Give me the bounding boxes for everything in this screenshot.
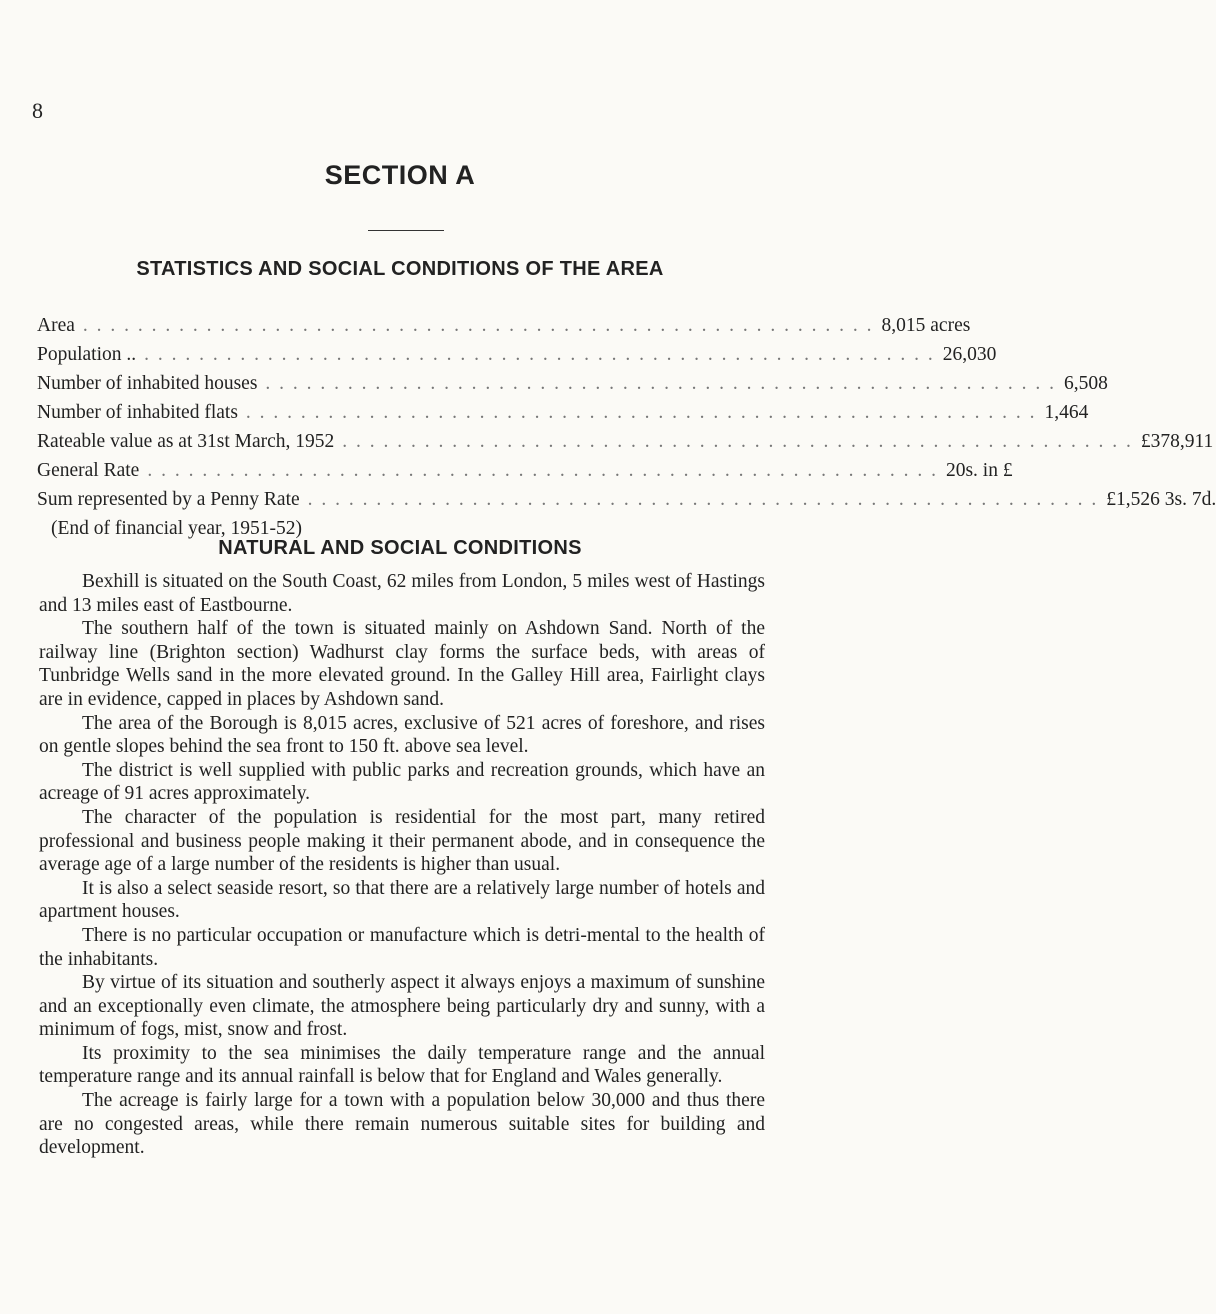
paragraph: The area of the Borough is 8,015 acres, exclusive of 521 acres of foreshore, and rises on gentle slopes behind the sea front to 150 ft. above sea level. <box>39 712 765 758</box>
paragraph: By virtue of its situation and southerly aspect it always enjoys a maximum of sunshine and an exceptionally even climate, the atmosphere being particularly dry and sunny, with a minimum of fogs, mist, snow and frost. <box>39 972 765 1041</box>
paragraph: The acreage is fairly large for a town with a population below 30,000 and thus there are no congested areas, while there remain numerous suitable sites for building and development. <box>39 1090 765 1159</box>
dot-leader: . . . . . . . . . . . . . . . . . . . . . . . . . . . . . . . . . . . . . . . . . . . . . . . . . . . . . . . . . . <box>307 489 1099 510</box>
page-number: 8 <box>32 98 43 123</box>
natural-conditions-body <box>39 570 765 1160</box>
dot-leader: . . . . . . . . . . . . . . . . . . . . . . . . . . . . . . . . . . . . . . . . . . . . . . . . . . . . . . . . . . <box>265 373 1057 394</box>
paragraph: The district is well supplied with public parks and recreation grounds, which have an acreage of 91 acres approximately. <box>39 759 765 805</box>
stat-value: £378,911 <box>1140 431 1214 452</box>
paragraph: The character of the population is residential for the most part, many retired professional and business people making it their permanent abode, and in consequence the average age of a large number of the residents is higher than usual. <box>39 806 765 876</box>
stat-row-area <box>37 315 971 344</box>
stat-label: Rateable value as at 31st March, 1952 <box>37 431 335 452</box>
dot-leader: . . . . . . . . . . . . . . . . . . . . . . . . . . . . . . . . . . . . . . . . . . . . . . . . . . . . . . . . . . <box>82 315 874 336</box>
section-title: SECTION A <box>324 160 476 190</box>
paragraph: Bexhill is situated on the South Coast, 62 miles from London, 5 miles west of Hastings and 13 miles east of Eastbourne. <box>39 571 765 616</box>
natural-conditions-heading: NATURAL AND SOCIAL CONDITIONS <box>218 537 582 559</box>
paragraph: It is also a select seaside resort, so that there are a relatively large number of hotels and apartment houses. <box>39 877 765 923</box>
stat-row-houses <box>37 373 1108 402</box>
stat-value: 20s. in £ <box>945 460 1013 481</box>
stat-value: 1,464 <box>1044 402 1089 423</box>
dot-leader: . . . . . . . . . . . . . . . . . . . . . . . . . . . . . . . . . . . . . . . . . . . . . . . . . . . . . . . . . . <box>147 460 938 481</box>
stats-heading: STATISTICS AND SOCIAL CONDITIONS OF THE AREA <box>136 258 664 280</box>
stat-label: Population .. <box>37 344 137 365</box>
paragraph: Its proximity to the sea minimises the daily temperature range and the annual temperature range and its annual rainfall is below that for England and Wales generally. <box>39 1042 765 1088</box>
stat-row-rateable-value <box>37 431 1214 460</box>
stats-note: (End of financial year, 1951-52) <box>51 518 302 539</box>
stat-value: 8,015 acres <box>881 315 971 336</box>
paragraph: There is no particular occupation or manufacture which is detri-mental to the health of the inhabitants. <box>39 924 765 970</box>
dot-leader: . . . . . . . . . . . . . . . . . . . . . . . . . . . . . . . . . . . . . . . . . . . . . . . . . . . . . . . . . . <box>144 344 935 365</box>
stat-value: 6,508 <box>1064 373 1108 394</box>
stat-row-penny-rate <box>37 489 1216 518</box>
stat-row-general-rate <box>37 460 1013 489</box>
stat-label: Sum represented by a Penny Rate <box>37 489 300 510</box>
stat-row-flats <box>37 402 1089 431</box>
stat-label: Number of inhabited houses <box>37 373 258 394</box>
stat-value: £1,526 3s. 7d. <box>1106 489 1216 510</box>
stats-table <box>37 315 1216 547</box>
stat-label: General Rate <box>37 460 140 481</box>
title-divider <box>368 230 444 231</box>
stat-value: 26,030 <box>942 344 997 365</box>
stat-label: Number of inhabited flats <box>37 402 238 423</box>
stat-label: Area <box>37 315 75 336</box>
stat-row-population <box>37 344 997 373</box>
dot-leader: . . . . . . . . . . . . . . . . . . . . . . . . . . . . . . . . . . . . . . . . . . . . . . . . . . . . . . . . . . <box>245 402 1037 423</box>
paragraph: The southern half of the town is situated mainly on Ashdown Sand. North of the railway line (Brighton section) Wadhurst clay forms the surface beds, with areas of Tunbridge Wells sand in the more elevated ground. In the Galley Hill area, Fairlight clays are in evidence, capped in places by Ashdown sand. <box>39 618 765 710</box>
dot-leader: . . . . . . . . . . . . . . . . . . . . . . . . . . . . . . . . . . . . . . . . . . . . . . . . . . . . . . . . . . <box>342 431 1133 452</box>
